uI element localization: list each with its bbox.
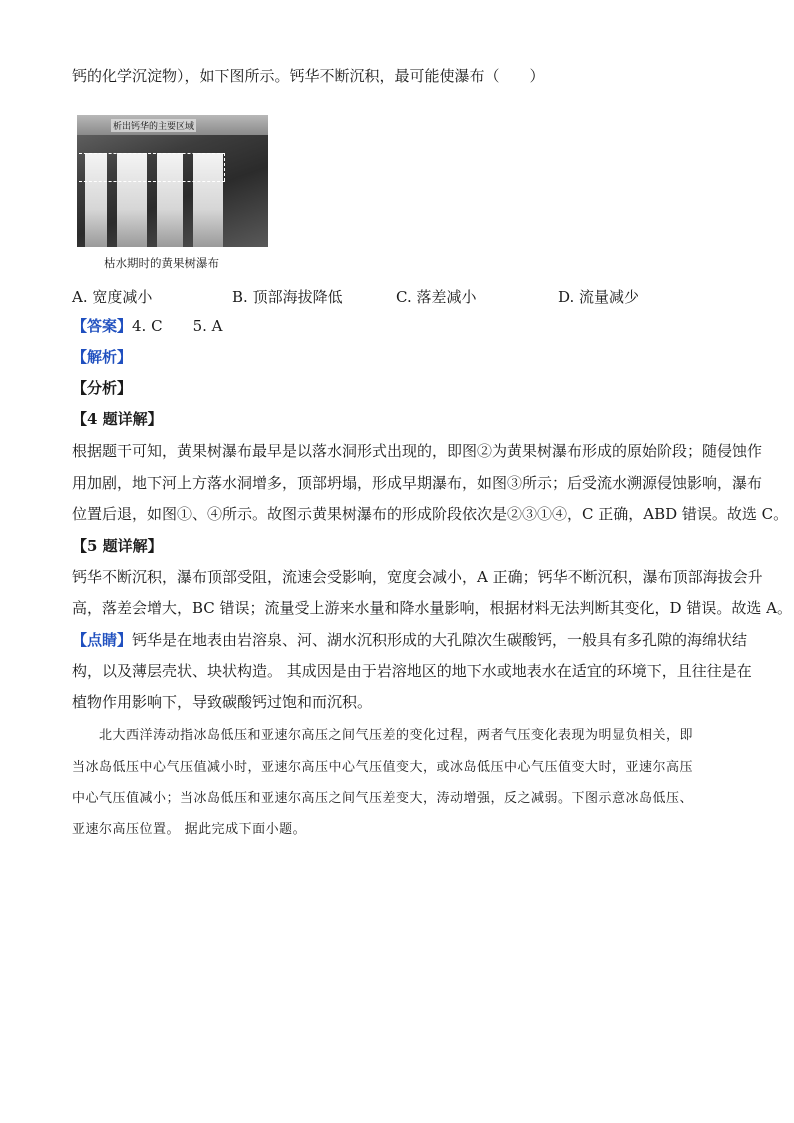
option-c xyxy=(396,286,477,307)
option-letter: C. xyxy=(396,288,412,306)
dianjing-text-line: 植物作用影响下，导致碳酸钙过饱和而沉积。 xyxy=(72,693,373,711)
calcification-zone-bottom xyxy=(79,181,225,182)
passage-line: 亚速尔高压位置。 据此完成下面小题。 xyxy=(72,822,307,837)
option-letter: B. xyxy=(232,288,248,306)
option-text: 流量减少 xyxy=(579,288,640,306)
waterfall-photo xyxy=(77,115,268,247)
fenxi-heading: 【分析】 xyxy=(72,379,133,397)
figure-label: 析出钙华的主要区域 xyxy=(111,119,196,132)
option-letter: A. xyxy=(72,288,88,306)
q4-heading: 【4 题详解】 xyxy=(72,410,163,428)
passage-line: 北大西洋涛动指冰岛低压和亚速尔高压之间气压差的变化过程，两者气压变化表现为明显负相关，即 xyxy=(72,728,694,743)
q5-text-line: 高，落差会增大，BC 错误；流量受上游来水量和降水量影响，根据材料无法判断其变化，D 错误。故选 A。 xyxy=(72,599,792,617)
dianjing-text-line: 构，以及薄层壳状、块状构造。 其成因是由于岩溶地区的地下水或地表水在适宜的环境下，且往往是在 xyxy=(72,662,752,680)
figure-caption: 枯水期时的黄果树瀑布 xyxy=(104,256,219,270)
q4-text-line: 位置后退，如图①、④所示。故图示黄果树瀑布的形成阶段依次是②③①④，C 正确，ABD 错误。故选 C。 xyxy=(72,505,789,523)
analysis-heading: 【解析】 xyxy=(72,348,133,366)
option-d xyxy=(558,286,639,307)
option-text: 落差减小 xyxy=(416,288,477,306)
q4-text-line: 根据题干可知，黄果树瀑布最早是以落水洞形式出现的，即图②为黄果树瀑布形成的原始阶段；随侵蚀作 xyxy=(72,442,763,460)
passage-line: 中心气压值减小；当冰岛低压和亚速尔高压之间气压差变大，涛动增强，反之减弱。下图示意冰岛低压、 xyxy=(72,791,694,806)
q5-text-line: 钙华不断沉积，瀑布顶部受阻，流速会受影响，宽度会减小，A 正确；钙华不断沉积，瀑布顶部海拔会升 xyxy=(72,568,763,586)
dianjing-tag: 【点睛】 xyxy=(72,631,133,649)
option-letter: D. xyxy=(558,288,575,306)
passage-line: 当冰岛低压中心气压值减小时，亚速尔高压中心气压值变大，或冰岛低压中心气压值变大时，亚速尔高压 xyxy=(72,760,694,775)
waterfall-stream xyxy=(85,153,107,247)
calcification-zone-top xyxy=(79,153,225,154)
calcification-zone-side xyxy=(224,153,225,181)
option-text: 宽度减小 xyxy=(92,288,153,306)
waterfall-stream xyxy=(117,153,147,247)
answer-tag: 【答案】 xyxy=(72,317,133,335)
option-a xyxy=(72,286,152,307)
dianjing-text: 钙华是在地表由岩溶泉、河、湖水沉积形成的大孔隙次生碳酸钙，一般具有多孔隙的海绵状结 xyxy=(132,631,748,649)
dianjing-line xyxy=(72,630,747,650)
answer-value: 4. C 5. A xyxy=(132,317,223,335)
option-b xyxy=(232,286,343,307)
waterfall-stream xyxy=(193,153,223,247)
waterfall-stream xyxy=(157,153,183,247)
question-stem: 钙的化学沉淀物），如下图所示。钙华不断沉积，最可能使瀑布（ ） xyxy=(72,67,545,85)
option-text: 顶部海拔降低 xyxy=(252,288,343,306)
q4-text-line: 用加剧，地下河上方落水洞增多，顶部坍塌，形成早期瀑布，如图③所示；后受流水溯源侵蚀影响，瀑布 xyxy=(72,474,763,492)
answer-line xyxy=(72,316,223,336)
q5-heading: 【5 题详解】 xyxy=(72,537,163,555)
